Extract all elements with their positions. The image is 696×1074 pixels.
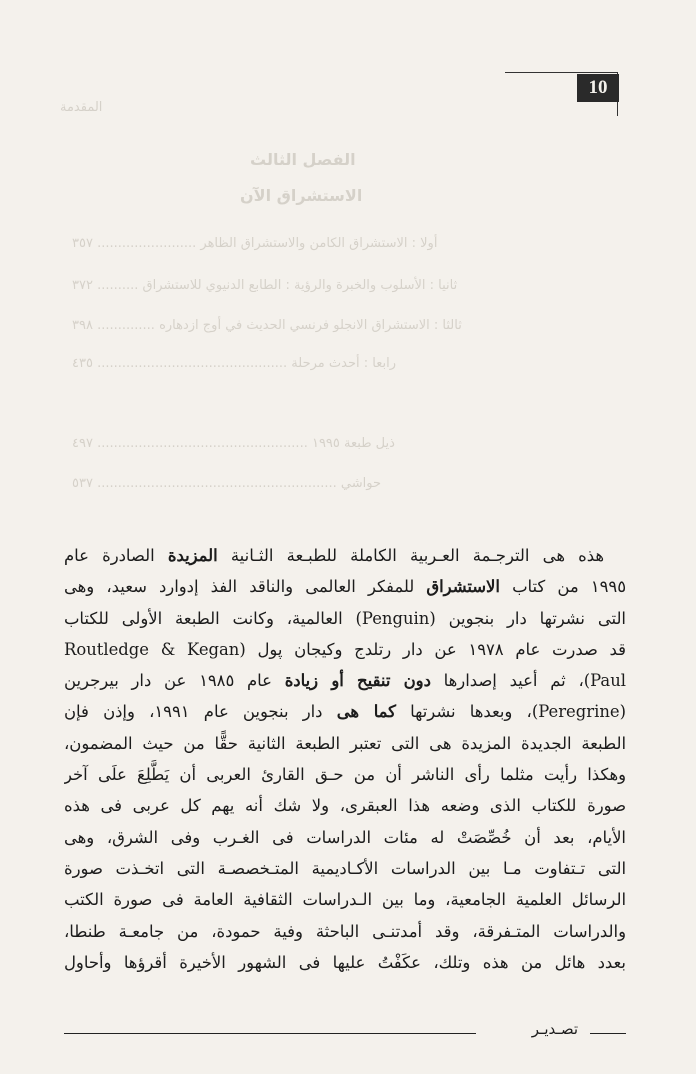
text-run: بعدد هائل من هذه وتلك، عكَفْتُ عليها فى الشهور الأخيرة أقرؤها وأحاول	[64, 952, 626, 972]
text-run: Paul)، ثم أعيد إصدارها	[430, 671, 626, 691]
footer	[64, 1014, 626, 1044]
ghost-running-head: المقدمة	[60, 100, 103, 115]
text-run: قد صدرت عام ١٩٧٨ عن دار رتلدج وكيجان پول (Routledge & Kegan	[64, 639, 626, 659]
text-line	[64, 916, 626, 947]
text-run: الطبعة الجديدة المزيدة هى التى تعتبر الطبعة الثانية حقًّا من حيث المضمون،	[64, 733, 626, 753]
emphasized-text: الاستشراق	[426, 577, 500, 597]
text-run: دار بنجوين عام ١٩٩١، وإذن فإن	[64, 702, 337, 722]
text-run: التى تـتفاوت مـا بين الدراسات الأكـاديمية المتـخصصـة التى اتخـذت صورة	[64, 858, 626, 878]
text-line	[64, 759, 626, 790]
ghost-chapter-title: الاستشراق الآن	[240, 186, 363, 205]
ghost-toc-line: أولا : الاستشراق الكامن والاستشراق الظاهر ........................ ٣٥٧	[72, 236, 438, 251]
ghost-toc-line: ثانيا : الأسلوب والخبرة والرؤية : الطابع الدنيوي للاستشراق .......... ٣٧٢	[72, 278, 458, 293]
text-run: ١٩٩٥ من كتاب	[499, 577, 626, 597]
emphasized-text: كما هى	[336, 702, 396, 722]
text-run: (Peregrine)، وبعدها نشرتها	[395, 702, 626, 722]
ghost-toc-line: رابعا : أحدث مرحلة .............................................. ٤٣٥	[72, 356, 396, 371]
emphasized-text: المزيدة	[167, 546, 218, 565]
ghost-toc-line: ثالثا : الاستشراق الانجلو فرنسي الحديث في أوج ازدهاره .............. ٣٩٨	[72, 318, 462, 333]
header-rule	[505, 72, 617, 73]
text-line	[64, 947, 626, 978]
page-number: 10	[577, 74, 619, 102]
text-line	[64, 634, 626, 665]
ghost-toc-line: ذيل طبعة ١٩٩٥ ................................................... ٤٩٧	[72, 436, 395, 451]
footer-section-title: تصـديـر	[531, 1020, 578, 1038]
text-run: التى نشرتها دار بنجوين (Penguin) العالمية، وكانت الطبعة الأولى للكتاب	[64, 608, 626, 628]
text-line	[64, 665, 626, 696]
text-line	[64, 884, 626, 915]
text-line	[64, 571, 626, 602]
text-run: والدراسات المتـفرقة، وقد أمدتنـى الباحثة وفية حمودة، من جامعـة طنطا،	[64, 921, 626, 941]
text-line	[64, 603, 626, 634]
text-run: صورة للكتاب الذى وضعه هذا العبقرى، ولا شك أنه يهم كل عربى فى هذه	[64, 796, 626, 816]
text-line	[64, 853, 626, 884]
text-run: هذه هى الترجـمة العـربية الكاملة للطبـعة الثـانية	[217, 546, 605, 565]
text-line	[64, 790, 626, 821]
footer-rule	[64, 1033, 476, 1034]
body-paragraph	[64, 540, 626, 978]
text-run: الأيام، بعد أن خُصِّصَتْ له مئات الدراسات فى الغـرب وفى الشرق، وهى	[64, 827, 626, 847]
text-run: وهكذا رأيت مثلما رأى الناشر أن من حـق القارئ العربى أن يَطَّلِعَ علَى آخر	[64, 765, 626, 785]
text-line	[64, 822, 626, 853]
text-line	[64, 540, 626, 571]
text-line	[64, 728, 626, 759]
text-run: الرسائل العلمية الجامعية، وما بين الـدراسات الثقافية العامة فى صورة الكتب	[64, 890, 626, 910]
ghost-chapter: الفصل الثالث	[250, 150, 356, 169]
emphasized-text: دون تنقيح أو زيادة	[284, 671, 431, 691]
ghost-toc-line: حواشي .......................................................... ٥٣٧	[72, 476, 381, 491]
text-run: الصادرة عام	[64, 546, 168, 565]
text-run: عام ١٩٨٥ عن دار بيرجرين	[64, 671, 285, 691]
text-run: للمفكر العالمى والناقد الفذ إدوارد سعيد، وهى	[64, 577, 427, 597]
footer-dash	[590, 1033, 626, 1034]
text-line	[64, 696, 626, 727]
